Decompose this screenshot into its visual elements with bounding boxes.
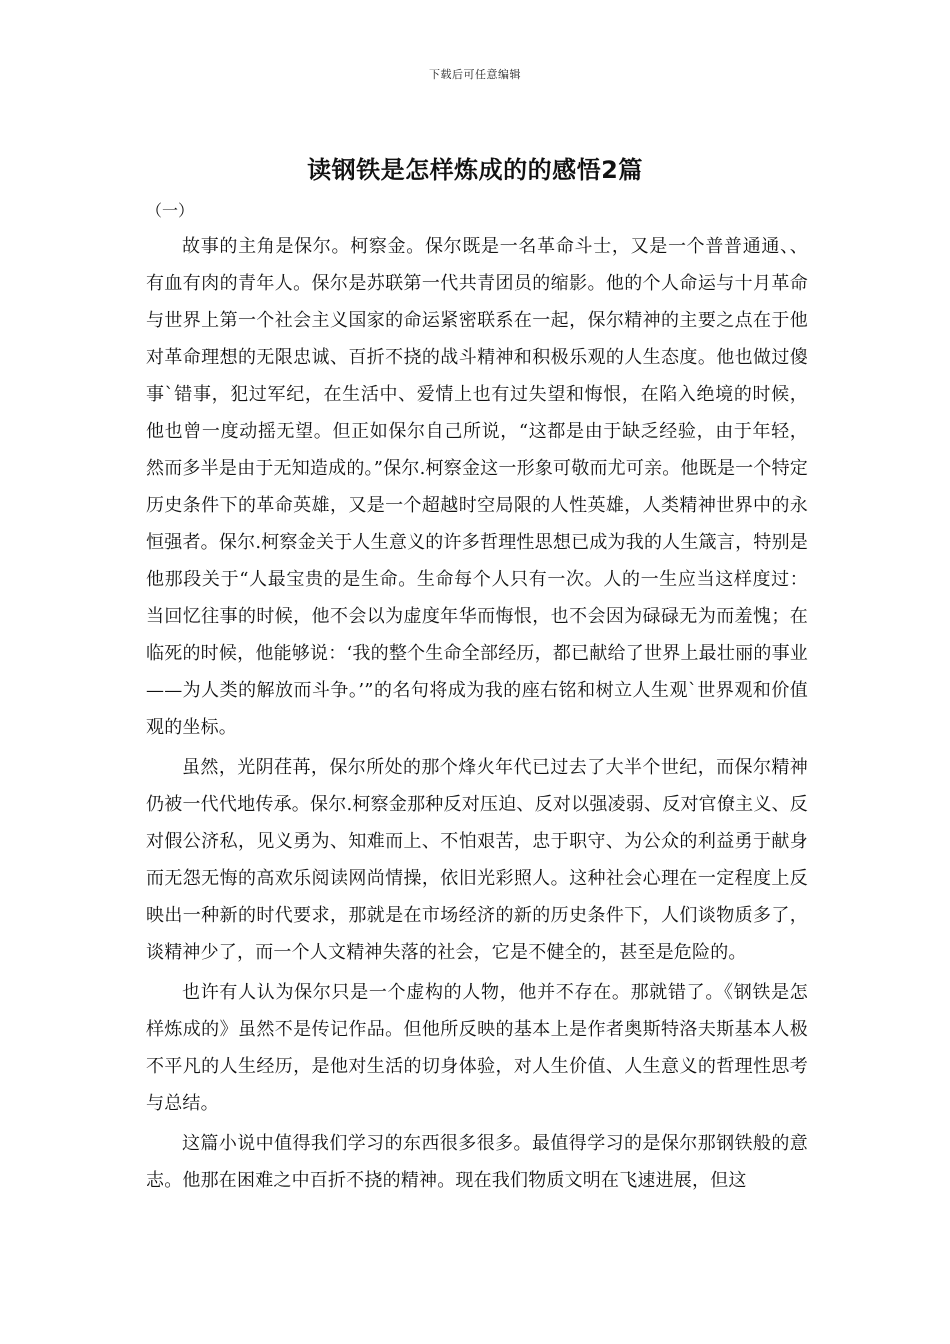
paragraph: 也许有人认为保尔只是一个虚构的人物，他并不存在。那就错了。《钢铁是怎样炼成的》虽然不是传记作品。但他所反映的基本上是作者奥斯特洛夫斯基本人极不平凡的人生经历，是他对生活的切身体验，对人生价值、人生意义的哲理性思考与总结。 [146,982,808,1114]
body-text [146,228,808,1202]
paragraph: 故事的主角是保尔。柯察金。保尔既是一名革命斗士，又是一个普普通通、、有血有肉的青年人。保尔是苏联第一代共青团员的缩影。他的个人命运与十月革命与世界上第一个社会主义国家的命运紧密联系在一起，保尔精神的主要之点在于他对革命理想的无限忠诚、百折不挠的战斗精神和积极乐观的人生态度。他也做过傻事`错事，犯过军纪，在生活中、爱情上也有过失望和悔恨，在陷入绝境的时候，他也曾一度动摇无望。但正如保尔自己所说，“这都是由于缺乏经验，由于年轻，然而多半是由于无知造成的。”保尔.柯察金这一形象可敬而尤可亲。他既是一个特定历史条件下的革命英雄，又是一个超越时空局限的人性英雄，人类精神世界中的永恒强者。保尔.柯察金关于人生意义的许多哲理性思想已成为我的人生箴言，特别是他那段关于“人最宝贵的是生命。生命每个人只有一次。人的一生应当这样度过：当回忆往事的时候，他不会以为虚度年华而悔恨，也不会因为碌碌无为而羞愧；在临死的时候，他能够说：‘我的整个生命全部经历，都已献给了世界上最壮丽的事业——为人类的解放而斗争。’”的名句将成为我的座右铭和树立人生观`世界观和价值观的坐标。 [146,236,808,738]
paragraph: 虽然，光阴荏苒，保尔所处的那个烽火年代已过去了大半个世纪，而保尔精神仍被一代代地传承。保尔.柯察金那种反对压迫、反对以强凌弱、反对官僚主义、反对假公济私，见义勇为、知难而上、不怕艰苦，忠于职守、为公众的利益勇于献身而无怨无悔的高欢乐阅读网尚情操，依旧光彩照人。这种社会心理在一定程度上反映出一种新的时代要求，那就是在市场经济的新的历史条件下，人们谈物质多了，谈精神少了，而一个人文精神失落的社会，它是不健全的，甚至是危险的。 [146,757,808,963]
document-title: 读钢铁是怎样炼成的的感悟2篇 [307,156,643,184]
header-note: 下载后可任意编辑 [429,68,521,81]
section-label: （一） [146,201,195,220]
paragraph: 这篇小说中值得我们学习的东西很多很多。最值得学习的是保尔那钢铁般的意志。他那在困难之中百折不挠的精神。现在我们物质文明在飞速进展，但这 [146,1133,808,1191]
